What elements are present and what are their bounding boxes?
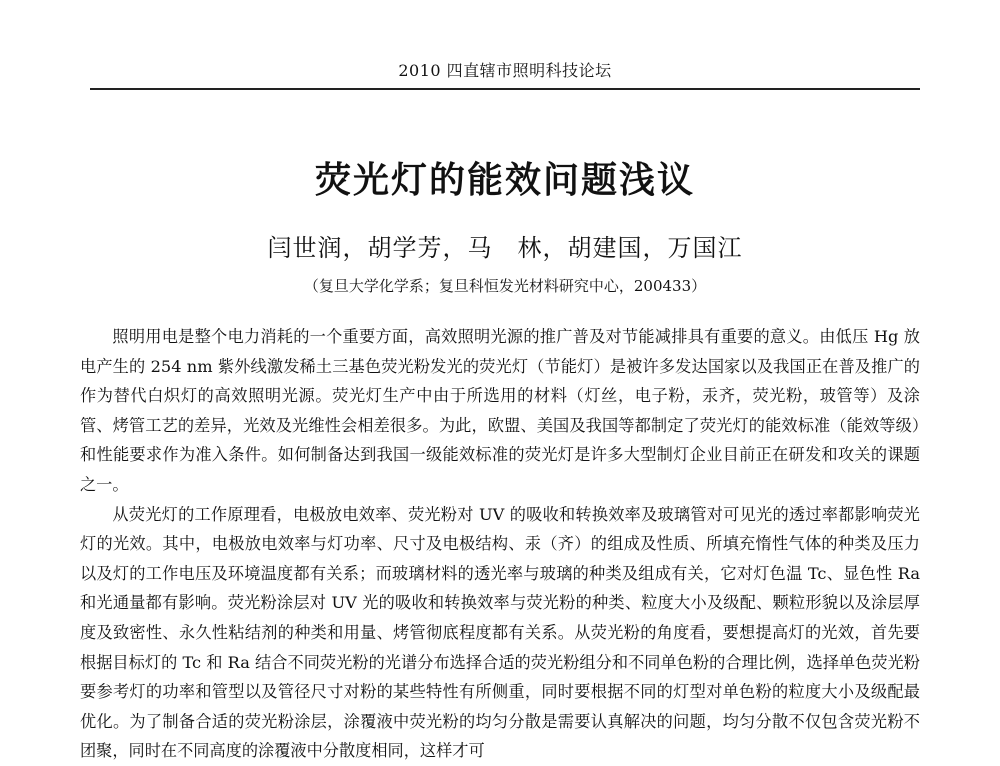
paper-title: 荧光灯的能效问题浅议 xyxy=(314,160,695,201)
paragraph-2: 从荧光灯的工作原理看，电极放电效率、荧光粉对 UV 的吸收和转换效率及玻璃管对可见光的透过率都影响荧光灯的光效。其中，电极放电效率与灯功率、尺寸及电极结构、汞（齐）的组成及性质、所填充惰性气体的种类及压力以及灯的工作电压及环境温度都有关系；而玻璃材料的透光率与玻璃的种类及组成有关，它对灯色温 Tc、显色性 Ra 和光通量都有影响。荧光粉涂层对 UV 光的吸收和转换效率与荧光粉的种类、粒度大小及级配、颗粒形貌以及涂层厚度及致密性、永久性粘结剂的种类和用量、烤管彻底程度都有关系。从荧光粉的角度看，要想提高灯的光效，首先要根据目标灯的 Tc 和 Ra 结合不同荧光粉的光谱分布选择合适的荧光粉组分和不同单色粉的合理比例，选择单色荧光粉要参考灯的功率和管型以及管径尺寸对粉的某些特性有所侧重，同时要根据不同的灯型对单色粉的粒度大小及级配最优化。为了制备合适的荧光粉涂层，涂覆液中荧光粉的均匀分散是需要认真解决的问题，均匀分散不仅包含荧光粉不团聚，同时在不同高度的涂覆液中分散度相同，这样才可 xyxy=(80,504,920,761)
body-text xyxy=(80,322,920,766)
affiliation: （复旦大学化学系；复旦科恒发光材料研究中心，200433） xyxy=(303,277,707,295)
author-list: 闫世润，胡学芳，马 林，胡建国，万国江 xyxy=(267,234,743,262)
running-header: 2010 四直辖市照明科技论坛 xyxy=(398,61,612,80)
header-rule xyxy=(90,88,920,90)
paragraph-1: 照明用电是整个电力消耗的一个重要方面，高效照明光源的推广普及对节能减排具有重要的意义。由低压 Hg 放电产生的 254 nm 紫外线激发稀土三基色荧光粉发光的荧光灯（节能灯）是被许多发达国家以及我国正在普及推广的作为替代白炽灯的高效照明光源。荧光灯生产中由于所选用的材料（灯丝，电子粉，汞齐，荧光粉，玻管等）及涂管、烤管工艺的差异，光效及光维性会相差很多。为此，欧盟、美国及我国等都制定了荧光灯的能效标准（能效等级）和性能要求作为准入条件。如何制备达到我国一级能效标准的荧光灯是许多大型制灯企业目前正在研发和攻关的课题之一。 xyxy=(80,327,920,494)
